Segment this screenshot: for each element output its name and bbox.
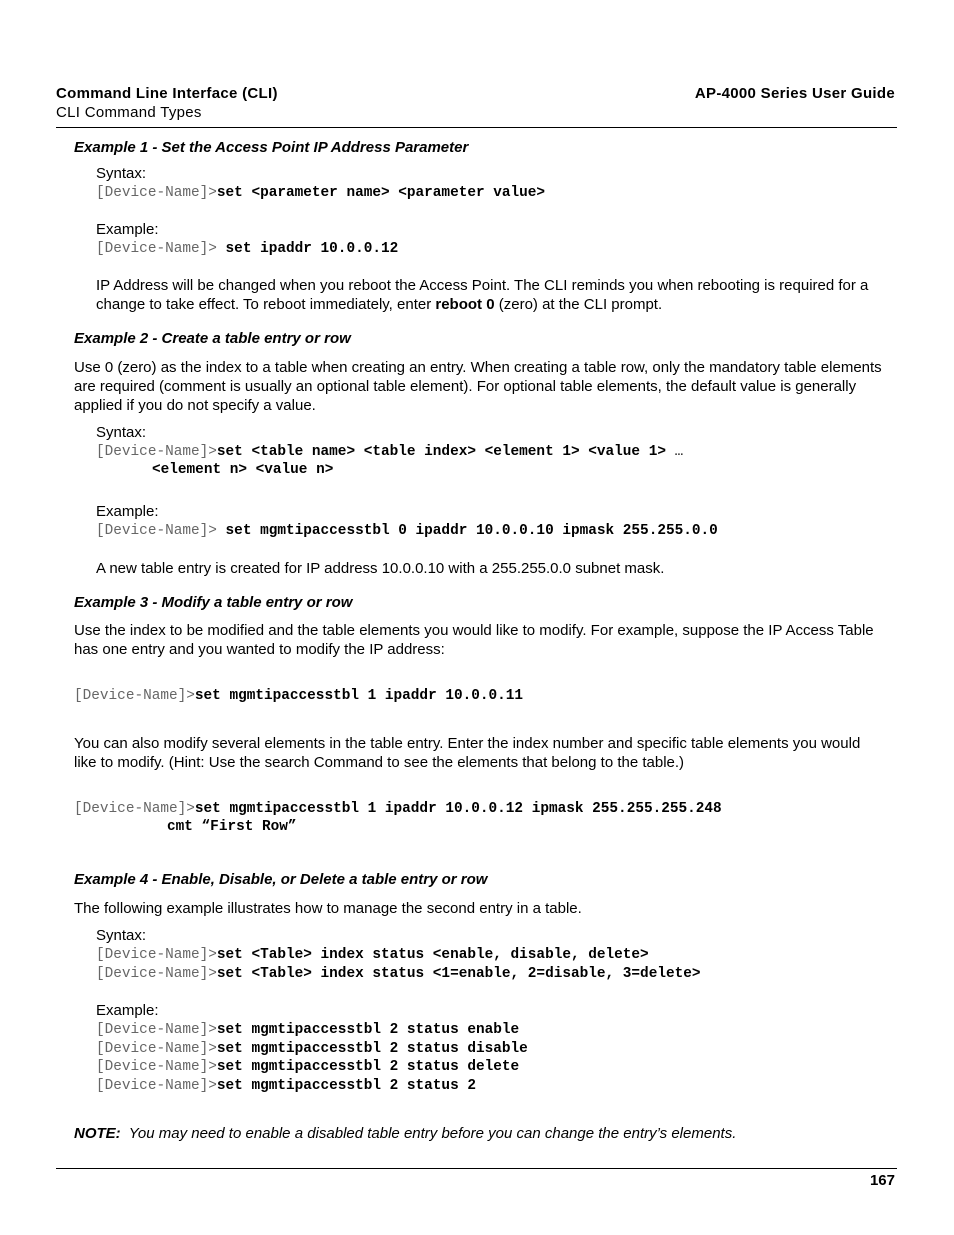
cli-prompt: [Device-Name]> xyxy=(96,185,217,201)
example-4-example-command-4 xyxy=(96,1078,476,1094)
command-text: set mgmtipaccesstbl 0 ipaddr 10.0.0.10 ipmask 255.255.0.0 xyxy=(216,523,718,539)
note-label: NOTE: xyxy=(74,1125,121,1142)
cli-prompt: [Device-Name]> xyxy=(96,444,217,460)
cli-prompt: [Device-Name]> xyxy=(96,1041,217,1057)
page-number: 167 xyxy=(869,1172,895,1189)
cli-prompt: [Device-Name]> xyxy=(96,241,217,257)
example-1-example-label: Example: xyxy=(96,221,159,238)
example-2-result: A new table entry is created for IP address 10.0.0.10 with a 255.255.0.0 subnet mask. xyxy=(96,560,665,577)
example-4-example-label: Example: xyxy=(96,1002,159,1019)
example-3-paragraph-2-line-1: You can also modify several elements in the table entry. Enter the index number and specific table elements you would xyxy=(74,735,861,752)
header-subsection-title: CLI Command Types xyxy=(56,104,202,121)
example-2-syntax-command xyxy=(96,444,683,460)
cli-prompt: [Device-Name]> xyxy=(96,1059,217,1075)
example-4-syntax-label: Syntax: xyxy=(96,927,147,944)
example-2-paragraph-line-3: applied if you do not specify a value. xyxy=(74,397,316,414)
example-4-syntax-command-1 xyxy=(96,947,649,963)
cli-prompt: [Device-Name]> xyxy=(96,523,217,539)
example-3-heading: Example 3 - Modify a table entry or row xyxy=(74,594,353,611)
example-2-syntax-label: Syntax: xyxy=(96,424,147,441)
example-2-example-command xyxy=(96,523,718,539)
command-text: set mgmtipaccesstbl 1 ipaddr 10.0.0.11 xyxy=(194,688,524,704)
reboot-command-bold: reboot 0 xyxy=(435,296,495,313)
command-text: set mgmtipaccesstbl 2 status 2 xyxy=(216,1078,476,1094)
example-3-command-2 xyxy=(74,801,722,817)
example-3-command-2-continuation: cmt “First Row” xyxy=(167,819,297,835)
example-2-example-label: Example: xyxy=(96,503,159,520)
example-1-heading: Example 1 - Set the Access Point IP Address Parameter xyxy=(74,139,469,156)
example-4-syntax-command-2 xyxy=(96,966,701,982)
example-1-paragraph-line-2 xyxy=(96,295,662,314)
example-2-paragraph-line-1: Use 0 (zero) as the index to a table when creating an entry. When creating a table row, only the mandatory table elements xyxy=(74,359,882,376)
paragraph-text: (zero) at the CLI prompt. xyxy=(494,296,663,313)
command-text: set <Table> index status <enable, disable, delete> xyxy=(216,947,649,963)
example-3-paragraph-line-2: has one entry and you wanted to modify the IP address: xyxy=(74,641,445,658)
example-4-example-command-2 xyxy=(96,1041,528,1057)
command-text: set <table name> <table index> <element 1> <value 1> xyxy=(216,444,666,460)
example-1-paragraph-line-1: IP Address will be changed when you reboot the Access Point. The CLI reminds you when rebooting is required for a xyxy=(96,277,869,294)
cli-prompt: [Device-Name]> xyxy=(96,966,217,982)
cli-prompt: [Device-Name]> xyxy=(96,1022,217,1038)
example-2-paragraph-line-2: are required (comment is usually an optional table element). For optional table elements, the default value is generally xyxy=(74,378,857,395)
command-text: set mgmtipaccesstbl 2 status enable xyxy=(216,1022,520,1038)
ellipsis: … xyxy=(665,444,684,460)
command-text: set mgmtipaccesstbl 2 status disable xyxy=(216,1041,528,1057)
cli-prompt: [Device-Name]> xyxy=(96,1078,217,1094)
command-text: set <parameter name> <parameter value> xyxy=(216,185,546,201)
command-text: set mgmtipaccesstbl 1 ipaddr 10.0.0.12 ipmask 255.255.255.248 xyxy=(194,801,722,817)
example-4-example-command-3 xyxy=(96,1059,519,1075)
paragraph-text: change to take effect. To reboot immediately, enter xyxy=(96,296,436,313)
command-text: set ipaddr 10.0.0.12 xyxy=(216,241,399,257)
example-3-paragraph-line-1: Use the index to be modified and the table elements you would like to modify. For example, suppose the IP Access Table xyxy=(74,622,874,639)
cli-prompt: [Device-Name]> xyxy=(74,688,195,704)
command-text: set mgmtipaccesstbl 2 status delete xyxy=(216,1059,520,1075)
example-4-example-command-1 xyxy=(96,1022,519,1038)
header-guide-title: AP-4000 Series User Guide xyxy=(694,85,895,102)
cli-prompt: [Device-Name]> xyxy=(96,947,217,963)
header-divider xyxy=(56,127,897,128)
header-section-title: Command Line Interface (CLI) xyxy=(56,85,278,102)
footer-divider xyxy=(56,1168,897,1169)
example-1-syntax-command xyxy=(96,185,545,201)
example-2-syntax-command-continuation: <element n> <value n> xyxy=(152,462,334,478)
command-text: set <Table> index status <1=enable, 2=disable, 3=delete> xyxy=(216,966,701,982)
example-3-command-1 xyxy=(74,688,523,704)
example-2-heading: Example 2 - Create a table entry or row xyxy=(74,330,351,347)
cli-prompt: [Device-Name]> xyxy=(74,801,195,817)
example-3-paragraph-2-line-2: like to modify. (Hint: Use the search Command to see the elements that belong to the table.) xyxy=(74,754,685,771)
example-4-heading: Example 4 - Enable, Disable, or Delete a table entry or row xyxy=(74,871,488,888)
example-1-syntax-label: Syntax: xyxy=(96,165,147,182)
example-4-paragraph: The following example illustrates how to manage the second entry in a table. xyxy=(74,900,582,917)
note xyxy=(74,1124,736,1143)
note-text: You may need to enable a disabled table entry before you can change the entry’s elements. xyxy=(120,1125,737,1142)
example-1-example-command xyxy=(96,241,398,257)
